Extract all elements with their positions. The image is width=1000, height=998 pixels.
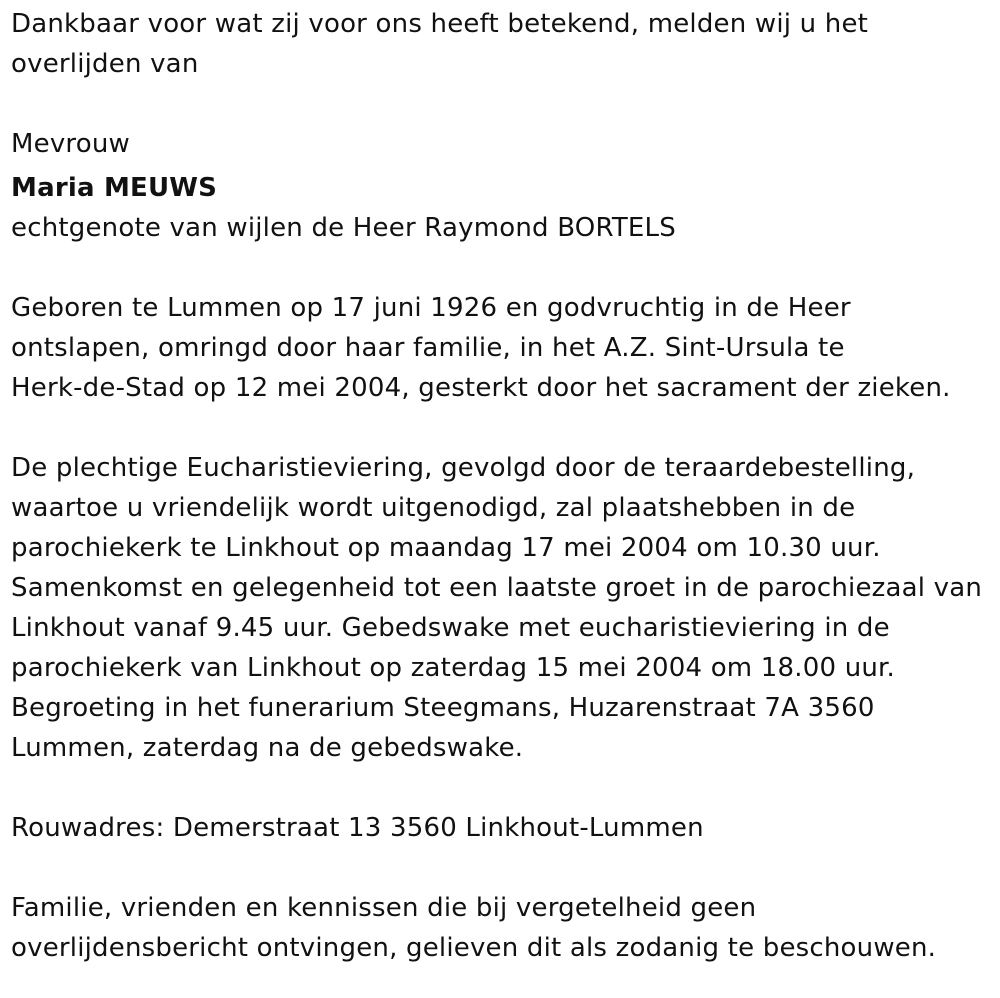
ceremony-line: parochiekerk van Linkhout op zaterdag 15 mei 2004 om 18.00 uur. (11, 653, 896, 683)
ceremony-line: waartoe u vriendelijk wordt uitgenodigd, zal plaatshebben in de (11, 493, 856, 523)
birth-death-line: Herk-de-Stad op 12 mei 2004, gesterkt door het sacrament der zieken. (11, 373, 951, 403)
closing-line: Familie, vrienden en kennissen die bij vergetelheid geen (11, 893, 757, 923)
deceased-name: Maria MEUWS (11, 173, 218, 203)
intro-line: overlijden van (11, 49, 199, 79)
closing-line: overlijdensbericht ontvingen, gelieven dit als zodanig te beschouwen. (11, 933, 937, 963)
birth-death-line: Geboren te Lummen op 17 juni 1926 en godvruchtig in de Heer (11, 293, 851, 323)
salutation: Mevrouw (11, 129, 130, 159)
ceremony-line: Linkhout vanaf 9.45 uur. Gebedswake met eucharistieviering in de (11, 613, 890, 643)
ceremony-line: Begroeting in het funerarium Steegmans, Huzarenstraat 7A 3560 (11, 693, 875, 723)
closing-paragraph (11, 888, 996, 968)
ceremony-paragraph (11, 448, 996, 768)
birth-death-paragraph (11, 288, 996, 408)
intro-line: Dankbaar voor wat zij voor ons heeft betekend, melden wij u het (11, 9, 869, 39)
obituary-document (11, 4, 996, 968)
mourning-address: Rouwadres: Demerstraat 13 3560 Linkhout-Lummen (11, 813, 704, 843)
ceremony-line: Samenkomst en gelegenheid tot een laatste groet in de parochiezaal van (11, 573, 983, 603)
relation-line: echtgenote van wijlen de Heer Raymond BORTELS (11, 213, 676, 243)
ceremony-line: Lummen, zaterdag na de gebedswake. (11, 733, 524, 763)
birth-death-line: ontslapen, omringd door haar familie, in het A.Z. Sint-Ursula te (11, 333, 845, 363)
intro-paragraph (11, 4, 996, 84)
ceremony-line: parochiekerk te Linkhout op maandag 17 mei 2004 om 10.30 uur. (11, 533, 881, 563)
ceremony-line: De plechtige Eucharistieviering, gevolgd door de teraardebestelling, (11, 453, 916, 483)
